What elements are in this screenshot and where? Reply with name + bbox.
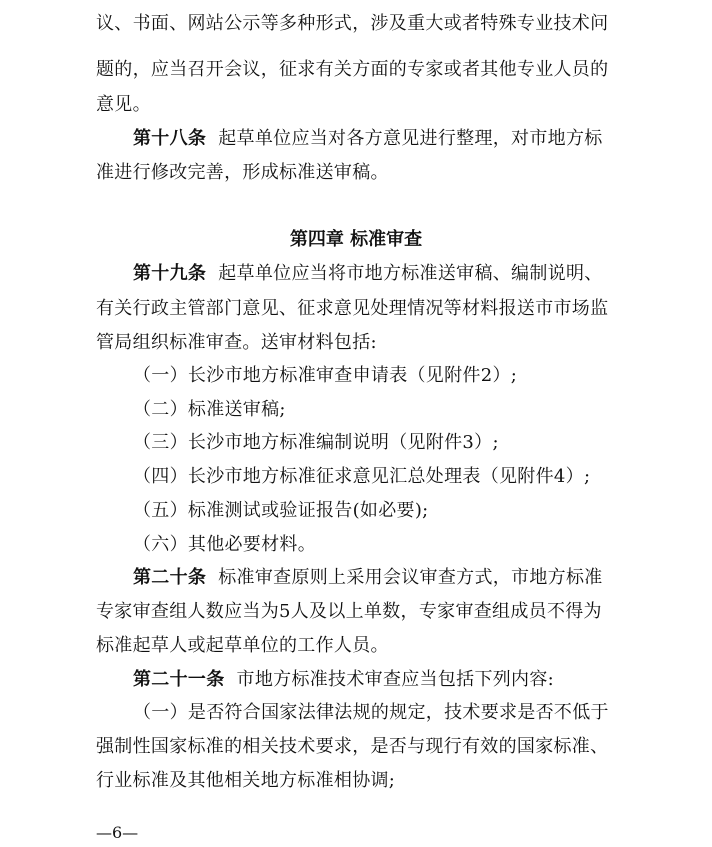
paragraph-line: 管局组织标准审查。送审材料包括: (96, 332, 377, 353)
list-item: （一）是否符合国家法律法规的规定，技术要求是否不低于 (133, 702, 609, 723)
list-item: （二）标准送审稿; (133, 399, 286, 420)
article-18-label: 第十八条 (133, 128, 207, 149)
chapter-heading: 第四章 标准审查 (289, 229, 423, 250)
article-18-first-line (133, 127, 603, 151)
article-19-label: 第十九条 (133, 263, 207, 284)
article-18-text: 起草单位应当对各方意见进行整理，对市地方标 (218, 128, 603, 149)
article-19-text: 起草单位应当将市地方标准送审稿、编制说明、 (218, 263, 603, 284)
list-item: （六）其他必要材料。 (133, 534, 316, 555)
article-20-first-line (133, 566, 603, 590)
list-item: （四）长沙市地方标准征求意见汇总处理表（见附件4）; (133, 466, 591, 487)
paragraph-line: 专家审查组人数应当为5人及以上单数，专家审查组成员不得为 (96, 601, 602, 622)
list-item: （三）长沙市地方标准编制说明（见附件3）; (133, 432, 499, 453)
article-20-label: 第二十条 (133, 567, 207, 588)
list-item: （五）标准测试或验证报告(如必要); (133, 500, 429, 521)
article-21-first-line (133, 668, 554, 692)
paragraph-line: 行业标准及其他相关地方标准相协调; (96, 770, 396, 791)
article-21-text: 市地方标准技术审查应当包括下列内容: (236, 669, 555, 690)
article-21-label: 第二十一条 (133, 669, 225, 690)
paragraph-line: 标准起草人或起草单位的工作人员。 (96, 635, 389, 656)
paragraph-line: 题的，应当召开会议，征求有关方面的专家或者其他专业人员的 (96, 59, 609, 80)
paragraph-line: 准进行修改完善，形成标准送审稿。 (96, 162, 389, 183)
paragraph-line: 有关行政主管部门意见、征求意见处理情况等材料报送市市场监 (96, 298, 609, 319)
paragraph-line: 议、书面、网站公示等多种形式，涉及重大或者特殊专业技术问 (96, 13, 609, 34)
page-number: —6— (96, 823, 139, 842)
paragraph-line: 强制性国家标准的相关技术要求，是否与现行有效的国家标准、 (96, 736, 609, 757)
paragraph-line: 意见。 (96, 94, 151, 115)
article-20-text: 标准审查原则上采用会议审查方式，市地方标准 (218, 567, 603, 588)
list-item: （一）长沙市地方标准审查申请表（见附件2）; (133, 365, 518, 386)
article-19-first-line (133, 262, 603, 286)
